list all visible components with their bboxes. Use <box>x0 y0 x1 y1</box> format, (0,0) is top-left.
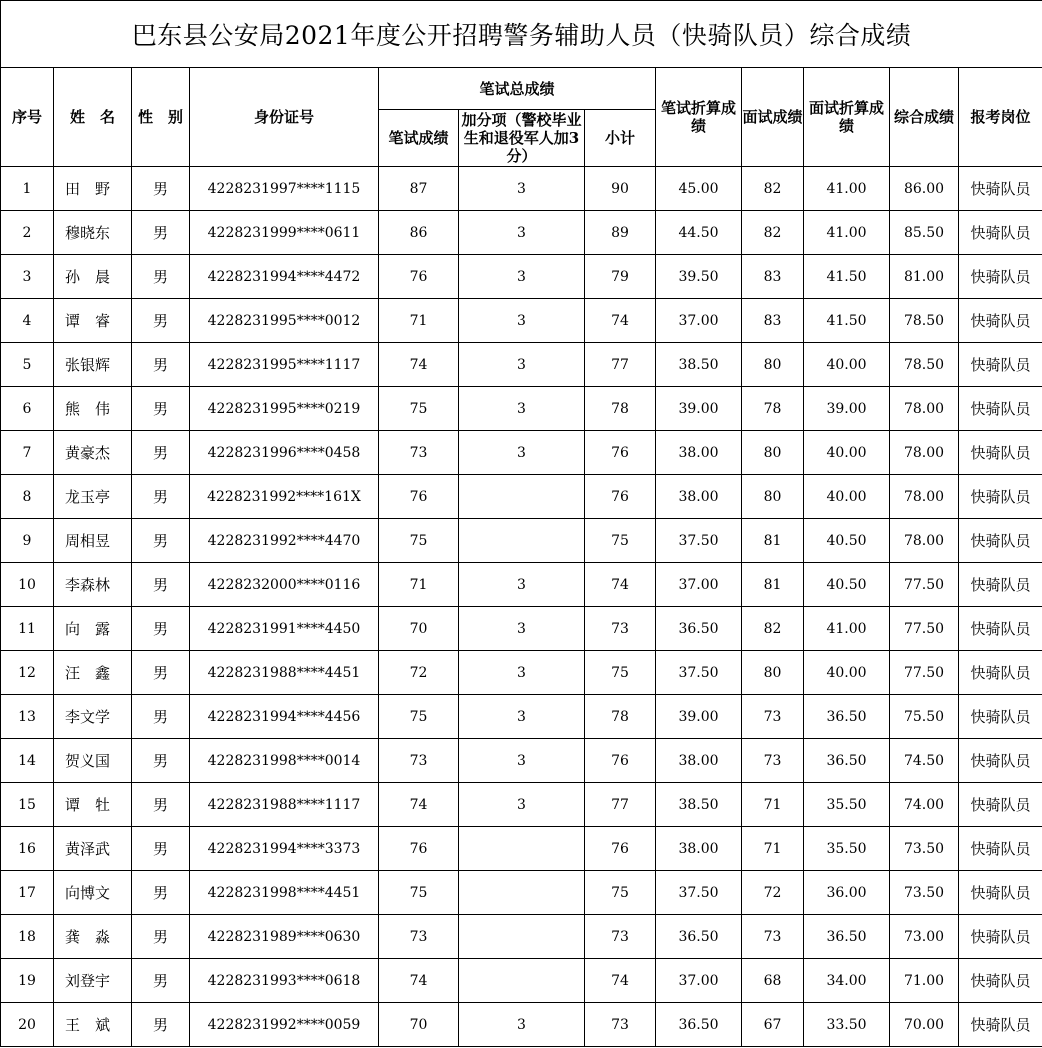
table-row <box>1 255 1042 299</box>
table-row <box>1 695 1042 739</box>
cell-composite: 74.00 <box>890 783 959 827</box>
cell-name: 谭 睿 <box>54 299 132 343</box>
cell-id: 4228231993****0618 <box>190 959 379 1003</box>
cell-subtotal: 89 <box>585 211 656 255</box>
cell-composite: 78.00 <box>890 519 959 563</box>
cell-seq: 1 <box>1 167 54 211</box>
cell-written-score: 71 <box>379 299 459 343</box>
table-row <box>1 211 1042 255</box>
table-row <box>1 871 1042 915</box>
cell-gender: 男 <box>132 783 190 827</box>
cell-written-converted: 37.00 <box>656 959 742 1003</box>
cell-interview-converted: 40.00 <box>804 475 890 519</box>
cell-subtotal: 73 <box>585 915 656 959</box>
cell-composite: 85.50 <box>890 211 959 255</box>
cell-written-score: 86 <box>379 211 459 255</box>
cell-id: 4228231992****161X <box>190 475 379 519</box>
cell-seq: 2 <box>1 211 54 255</box>
header-interview-converted: 面试折算成绩 <box>804 68 890 167</box>
cell-seq: 11 <box>1 607 54 651</box>
cell-subtotal: 73 <box>585 1003 656 1047</box>
cell-written-converted: 38.00 <box>656 827 742 871</box>
cell-name: 黄泽武 <box>54 827 132 871</box>
cell-written-score: 76 <box>379 827 459 871</box>
table-row <box>1 739 1042 783</box>
cell-seq: 19 <box>1 959 54 1003</box>
cell-interview-score: 83 <box>742 299 804 343</box>
cell-interview-converted: 40.00 <box>804 651 890 695</box>
cell-subtotal: 75 <box>585 871 656 915</box>
cell-name: 谭 牡 <box>54 783 132 827</box>
cell-position: 快骑队员 <box>959 651 1042 695</box>
cell-bonus: 3 <box>459 651 585 695</box>
cell-position: 快骑队员 <box>959 915 1042 959</box>
cell-id: 4228231995****0219 <box>190 387 379 431</box>
cell-subtotal: 76 <box>585 827 656 871</box>
cell-bonus: 3 <box>459 607 585 651</box>
header-written-converted: 笔试折算成绩 <box>656 68 742 167</box>
cell-composite: 75.50 <box>890 695 959 739</box>
cell-composite: 78.00 <box>890 431 959 475</box>
cell-position: 快骑队员 <box>959 211 1042 255</box>
header-written-total: 笔试总成绩 <box>379 68 656 110</box>
cell-bonus <box>459 475 585 519</box>
cell-interview-score: 80 <box>742 431 804 475</box>
table-row <box>1 1003 1042 1047</box>
cell-bonus <box>459 959 585 1003</box>
cell-bonus: 3 <box>459 387 585 431</box>
cell-seq: 10 <box>1 563 54 607</box>
cell-interview-converted: 41.00 <box>804 211 890 255</box>
cell-composite: 78.50 <box>890 299 959 343</box>
table-row <box>1 827 1042 871</box>
cell-bonus: 3 <box>459 167 585 211</box>
cell-bonus: 3 <box>459 299 585 343</box>
header-seq: 序号 <box>1 68 54 167</box>
cell-written-score: 71 <box>379 563 459 607</box>
cell-subtotal: 75 <box>585 519 656 563</box>
cell-written-converted: 38.00 <box>656 739 742 783</box>
cell-gender: 男 <box>132 167 190 211</box>
cell-seq: 7 <box>1 431 54 475</box>
cell-bonus: 3 <box>459 211 585 255</box>
cell-gender: 男 <box>132 695 190 739</box>
cell-id: 4228231997****1115 <box>190 167 379 211</box>
cell-position: 快骑队员 <box>959 695 1042 739</box>
cell-bonus: 3 <box>459 739 585 783</box>
table-row <box>1 959 1042 1003</box>
cell-interview-converted: 41.50 <box>804 299 890 343</box>
cell-written-score: 70 <box>379 607 459 651</box>
cell-bonus: 3 <box>459 563 585 607</box>
cell-subtotal: 90 <box>585 167 656 211</box>
cell-interview-score: 81 <box>742 563 804 607</box>
table-row <box>1 915 1042 959</box>
cell-bonus: 3 <box>459 1003 585 1047</box>
cell-gender: 男 <box>132 915 190 959</box>
cell-id: 4228231998****0014 <box>190 739 379 783</box>
cell-gender: 男 <box>132 563 190 607</box>
cell-id: 4228231994****4456 <box>190 695 379 739</box>
cell-composite: 86.00 <box>890 167 959 211</box>
cell-composite: 77.50 <box>890 651 959 695</box>
table-row <box>1 343 1042 387</box>
cell-position: 快骑队员 <box>959 959 1042 1003</box>
cell-seq: 5 <box>1 343 54 387</box>
cell-written-score: 76 <box>379 255 459 299</box>
cell-subtotal: 79 <box>585 255 656 299</box>
cell-name: 向 露 <box>54 607 132 651</box>
cell-bonus <box>459 915 585 959</box>
cell-gender: 男 <box>132 299 190 343</box>
cell-id: 4228231992****0059 <box>190 1003 379 1047</box>
cell-position: 快骑队员 <box>959 343 1042 387</box>
cell-position: 快骑队员 <box>959 387 1042 431</box>
header-id: 身份证号 <box>190 68 379 167</box>
cell-position: 快骑队员 <box>959 519 1042 563</box>
cell-name: 李森林 <box>54 563 132 607</box>
cell-interview-converted: 34.00 <box>804 959 890 1003</box>
cell-written-score: 75 <box>379 695 459 739</box>
cell-position: 快骑队员 <box>959 871 1042 915</box>
cell-name: 贺义国 <box>54 739 132 783</box>
cell-written-converted: 38.50 <box>656 783 742 827</box>
cell-written-score: 72 <box>379 651 459 695</box>
cell-seq: 18 <box>1 915 54 959</box>
cell-bonus <box>459 519 585 563</box>
cell-interview-converted: 40.00 <box>804 343 890 387</box>
cell-subtotal: 78 <box>585 695 656 739</box>
cell-position: 快骑队员 <box>959 783 1042 827</box>
cell-seq: 8 <box>1 475 54 519</box>
cell-written-converted: 37.50 <box>656 519 742 563</box>
cell-id: 4228231991****4450 <box>190 607 379 651</box>
table-row <box>1 299 1042 343</box>
cell-name: 李文学 <box>54 695 132 739</box>
table-row <box>1 475 1042 519</box>
cell-interview-score: 78 <box>742 387 804 431</box>
cell-seq: 16 <box>1 827 54 871</box>
cell-interview-converted: 41.50 <box>804 255 890 299</box>
cell-seq: 17 <box>1 871 54 915</box>
cell-gender: 男 <box>132 343 190 387</box>
cell-name: 熊 伟 <box>54 387 132 431</box>
cell-id: 4228231996****0458 <box>190 431 379 475</box>
cell-bonus: 3 <box>459 783 585 827</box>
cell-written-score: 75 <box>379 519 459 563</box>
header-written-score: 笔试成绩 <box>379 110 459 167</box>
cell-gender: 男 <box>132 871 190 915</box>
cell-interview-converted: 41.00 <box>804 167 890 211</box>
cell-composite: 78.00 <box>890 475 959 519</box>
cell-interview-converted: 35.50 <box>804 783 890 827</box>
cell-bonus: 3 <box>459 255 585 299</box>
page-title: 巴东县公安局2021年度公开招聘警务辅助人员（快骑队员）综合成绩 <box>1 1 1042 68</box>
cell-written-converted: 37.00 <box>656 563 742 607</box>
cell-subtotal: 73 <box>585 607 656 651</box>
cell-interview-score: 83 <box>742 255 804 299</box>
cell-interview-converted: 33.50 <box>804 1003 890 1047</box>
cell-gender: 男 <box>132 211 190 255</box>
cell-written-converted: 37.50 <box>656 651 742 695</box>
cell-interview-score: 82 <box>742 607 804 651</box>
cell-name: 汪 鑫 <box>54 651 132 695</box>
cell-interview-converted: 35.50 <box>804 827 890 871</box>
cell-composite: 73.50 <box>890 827 959 871</box>
cell-written-converted: 37.00 <box>656 299 742 343</box>
cell-gender: 男 <box>132 739 190 783</box>
cell-subtotal: 74 <box>585 299 656 343</box>
cell-gender: 男 <box>132 255 190 299</box>
cell-written-score: 76 <box>379 475 459 519</box>
cell-written-score: 73 <box>379 739 459 783</box>
cell-position: 快骑队员 <box>959 563 1042 607</box>
cell-seq: 3 <box>1 255 54 299</box>
cell-id: 4228231994****3373 <box>190 827 379 871</box>
cell-seq: 20 <box>1 1003 54 1047</box>
cell-written-score: 74 <box>379 783 459 827</box>
cell-interview-score: 68 <box>742 959 804 1003</box>
cell-interview-score: 80 <box>742 343 804 387</box>
cell-seq: 9 <box>1 519 54 563</box>
table-row <box>1 783 1042 827</box>
cell-composite: 78.50 <box>890 343 959 387</box>
cell-name: 向博文 <box>54 871 132 915</box>
cell-subtotal: 76 <box>585 739 656 783</box>
cell-interview-converted: 40.00 <box>804 431 890 475</box>
cell-gender: 男 <box>132 827 190 871</box>
cell-subtotal: 77 <box>585 783 656 827</box>
cell-bonus <box>459 827 585 871</box>
cell-written-score: 74 <box>379 959 459 1003</box>
cell-interview-score: 73 <box>742 915 804 959</box>
cell-position: 快骑队员 <box>959 739 1042 783</box>
cell-interview-score: 71 <box>742 783 804 827</box>
cell-gender: 男 <box>132 607 190 651</box>
cell-written-converted: 39.00 <box>656 695 742 739</box>
cell-gender: 男 <box>132 387 190 431</box>
cell-id: 4228231989****0630 <box>190 915 379 959</box>
cell-composite: 78.00 <box>890 387 959 431</box>
cell-position: 快骑队员 <box>959 827 1042 871</box>
cell-composite: 70.00 <box>890 1003 959 1047</box>
cell-written-score: 75 <box>379 387 459 431</box>
cell-written-converted: 36.50 <box>656 1003 742 1047</box>
cell-name: 周相昱 <box>54 519 132 563</box>
cell-composite: 77.50 <box>890 607 959 651</box>
table-row <box>1 607 1042 651</box>
table-row <box>1 431 1042 475</box>
cell-name: 田 野 <box>54 167 132 211</box>
cell-written-converted: 38.50 <box>656 343 742 387</box>
cell-written-converted: 44.50 <box>656 211 742 255</box>
cell-interview-score: 67 <box>742 1003 804 1047</box>
cell-written-converted: 38.00 <box>656 475 742 519</box>
header-name: 姓 名 <box>54 68 132 167</box>
cell-subtotal: 74 <box>585 563 656 607</box>
cell-interview-score: 73 <box>742 739 804 783</box>
cell-interview-score: 82 <box>742 211 804 255</box>
cell-interview-score: 73 <box>742 695 804 739</box>
cell-seq: 12 <box>1 651 54 695</box>
cell-id: 4228231998****4451 <box>190 871 379 915</box>
cell-written-converted: 39.00 <box>656 387 742 431</box>
cell-interview-converted: 41.00 <box>804 607 890 651</box>
cell-id: 4228231988****4451 <box>190 651 379 695</box>
cell-name: 王 斌 <box>54 1003 132 1047</box>
cell-written-score: 87 <box>379 167 459 211</box>
cell-written-converted: 39.50 <box>656 255 742 299</box>
header-subtotal: 小计 <box>585 110 656 167</box>
cell-gender: 男 <box>132 1003 190 1047</box>
cell-gender: 男 <box>132 431 190 475</box>
cell-bonus: 3 <box>459 431 585 475</box>
cell-position: 快骑队员 <box>959 167 1042 211</box>
cell-seq: 13 <box>1 695 54 739</box>
cell-interview-converted: 36.50 <box>804 915 890 959</box>
cell-interview-converted: 36.00 <box>804 871 890 915</box>
cell-gender: 男 <box>132 959 190 1003</box>
cell-interview-converted: 36.50 <box>804 695 890 739</box>
cell-composite: 71.00 <box>890 959 959 1003</box>
cell-interview-converted: 40.50 <box>804 519 890 563</box>
cell-position: 快骑队员 <box>959 255 1042 299</box>
cell-interview-converted: 39.00 <box>804 387 890 431</box>
cell-composite: 73.50 <box>890 871 959 915</box>
cell-position: 快骑队员 <box>959 431 1042 475</box>
cell-interview-score: 72 <box>742 871 804 915</box>
cell-gender: 男 <box>132 475 190 519</box>
cell-bonus <box>459 871 585 915</box>
cell-seq: 14 <box>1 739 54 783</box>
cell-name: 黄豪杰 <box>54 431 132 475</box>
cell-seq: 4 <box>1 299 54 343</box>
cell-subtotal: 74 <box>585 959 656 1003</box>
cell-seq: 15 <box>1 783 54 827</box>
table-row <box>1 387 1042 431</box>
cell-written-converted: 36.50 <box>656 607 742 651</box>
cell-composite: 74.50 <box>890 739 959 783</box>
header-composite: 综合成绩 <box>890 68 959 167</box>
cell-interview-score: 81 <box>742 519 804 563</box>
header-position: 报考岗位 <box>959 68 1042 167</box>
cell-name: 张银辉 <box>54 343 132 387</box>
cell-position: 快骑队员 <box>959 607 1042 651</box>
cell-name: 刘登宇 <box>54 959 132 1003</box>
cell-composite: 77.50 <box>890 563 959 607</box>
cell-composite: 81.00 <box>890 255 959 299</box>
cell-interview-score: 71 <box>742 827 804 871</box>
cell-written-converted: 37.50 <box>656 871 742 915</box>
cell-id: 4228231999****0611 <box>190 211 379 255</box>
cell-name: 孙 晨 <box>54 255 132 299</box>
cell-id: 4228231995****0012 <box>190 299 379 343</box>
cell-interview-converted: 36.50 <box>804 739 890 783</box>
cell-interview-converted: 40.50 <box>804 563 890 607</box>
cell-written-converted: 38.00 <box>656 431 742 475</box>
cell-written-score: 75 <box>379 871 459 915</box>
table-row <box>1 563 1042 607</box>
cell-seq: 6 <box>1 387 54 431</box>
cell-subtotal: 78 <box>585 387 656 431</box>
cell-subtotal: 76 <box>585 431 656 475</box>
header-bonus: 加分项（警校毕业生和退役军人加3分） <box>459 110 585 167</box>
cell-written-score: 73 <box>379 915 459 959</box>
cell-written-score: 73 <box>379 431 459 475</box>
cell-id: 4228232000****0116 <box>190 563 379 607</box>
cell-written-score: 70 <box>379 1003 459 1047</box>
cell-position: 快骑队员 <box>959 299 1042 343</box>
cell-id: 4228231992****4470 <box>190 519 379 563</box>
cell-interview-score: 82 <box>742 167 804 211</box>
cell-bonus: 3 <box>459 343 585 387</box>
header-gender: 性 别 <box>132 68 190 167</box>
cell-gender: 男 <box>132 651 190 695</box>
cell-position: 快骑队员 <box>959 1003 1042 1047</box>
header-interview-score: 面试成绩 <box>742 68 804 167</box>
table-row <box>1 651 1042 695</box>
table-row <box>1 167 1042 211</box>
cell-name: 龙玉亭 <box>54 475 132 519</box>
cell-written-converted: 36.50 <box>656 915 742 959</box>
cell-subtotal: 75 <box>585 651 656 695</box>
table-row <box>1 519 1042 563</box>
cell-interview-score: 80 <box>742 651 804 695</box>
cell-position: 快骑队员 <box>959 475 1042 519</box>
cell-subtotal: 76 <box>585 475 656 519</box>
cell-subtotal: 77 <box>585 343 656 387</box>
cell-bonus: 3 <box>459 695 585 739</box>
cell-name: 龚 淼 <box>54 915 132 959</box>
cell-gender: 男 <box>132 519 190 563</box>
cell-id: 4228231995****1117 <box>190 343 379 387</box>
cell-interview-score: 80 <box>742 475 804 519</box>
cell-id: 4228231988****1117 <box>190 783 379 827</box>
cell-name: 穆晓东 <box>54 211 132 255</box>
cell-written-score: 74 <box>379 343 459 387</box>
cell-composite: 73.00 <box>890 915 959 959</box>
cell-id: 4228231994****4472 <box>190 255 379 299</box>
cell-written-converted: 45.00 <box>656 167 742 211</box>
